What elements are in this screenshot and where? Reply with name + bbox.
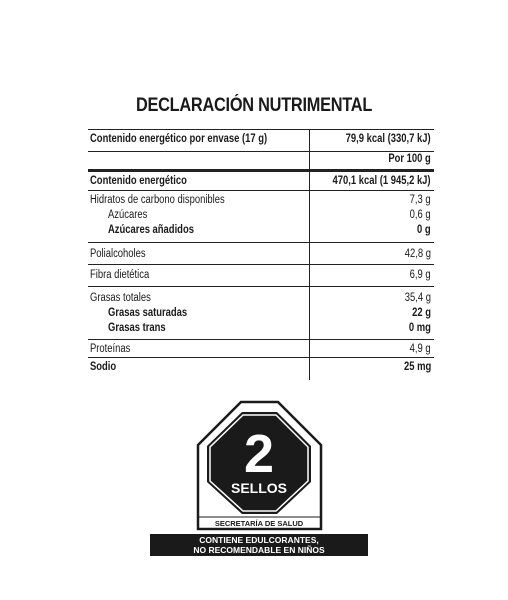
polyols-value: 42,8 g: [404, 248, 431, 260]
polyols-label: Polialcoholes: [90, 248, 146, 260]
saturated-fat-value: 22 g: [412, 307, 431, 319]
carbs-value: 7,3 g: [410, 194, 431, 206]
sugars-label: Azúcares: [108, 209, 148, 221]
carbs-label: Hidratos de carbono disponibles: [90, 194, 225, 206]
nutrition-title: DECLARACIÓN NUTRIMENTAL: [135, 95, 373, 116]
added-sugars-value: 0 g: [417, 224, 431, 236]
sodium-label: Sodio: [90, 361, 117, 373]
fiber-label: Fibra dietética: [90, 269, 150, 281]
warning-line2: NO RECOMENDABLE EN NIÑOS: [193, 545, 325, 555]
protein-label: Proteínas: [90, 343, 131, 355]
energy-label: Contenido energético: [90, 175, 187, 187]
energy-per-pack-label: Contenido energético por envase (17 g): [90, 133, 268, 145]
added-sugars-label: Azúcares añadidos: [108, 224, 194, 236]
energy-value: 470,1 kcal (1 945,2 kJ): [332, 175, 431, 187]
trans-fat-value: 0 mg: [408, 322, 431, 334]
warning-line1: CONTIENE EDULCORANTES,: [199, 535, 319, 545]
seal-word: SELLOS: [230, 480, 288, 496]
fat-label: Grasas totales: [90, 292, 151, 304]
seal-number: 2: [243, 424, 275, 484]
sugars-value: 0,6 g: [410, 209, 431, 221]
energy-per-pack-value: 79,9 kcal (330,7 kJ): [346, 133, 431, 145]
per-100g-label: Por 100 g: [388, 153, 431, 165]
protein-value: 4,9 g: [410, 343, 431, 355]
fiber-value: 6,9 g: [410, 269, 431, 281]
fat-value: 35,4 g: [404, 292, 431, 304]
sodium-value: 25 mg: [403, 361, 431, 373]
trans-fat-label: Grasas trans: [108, 322, 166, 334]
seal-authority: SECRETARÍA DE SALUD: [214, 519, 304, 528]
saturated-fat-label: Grasas saturadas: [108, 307, 188, 319]
